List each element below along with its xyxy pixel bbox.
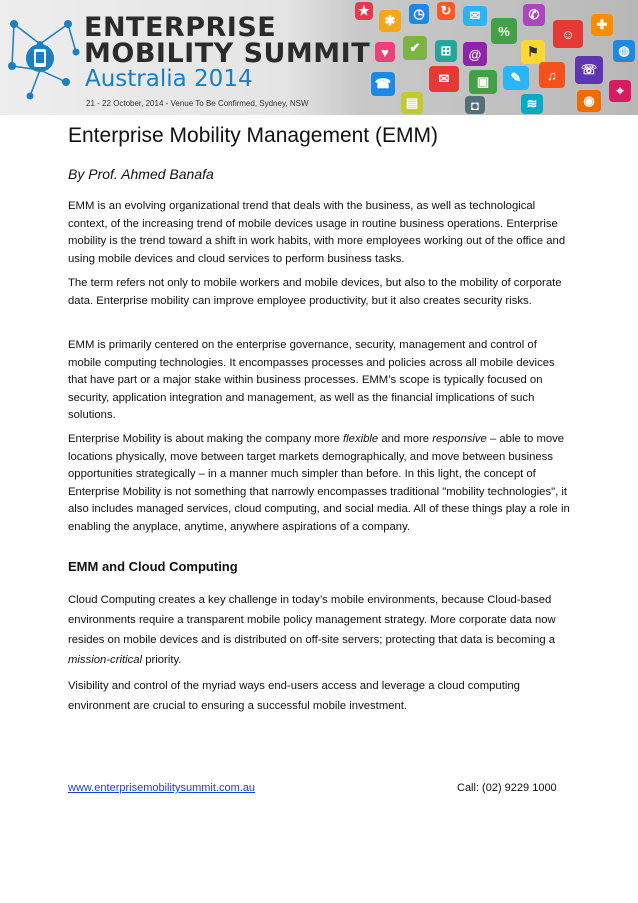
- network-graphic: [0, 0, 90, 115]
- photo-icon: ▣: [469, 70, 497, 94]
- header-banner: [0, 0, 638, 115]
- banner-subtitle: Australia 2014: [85, 66, 253, 92]
- p4-emphasis-responsive: responsive: [432, 433, 487, 445]
- p4-emphasis-flexible: flexible: [343, 433, 379, 445]
- paragraph-6: Visibility and control of the myriad ways end-users access and leverage a cloud computing environment are crucial to ensuring a successful mobile investment.: [68, 680, 520, 712]
- settings-icon: ✱: [379, 10, 401, 32]
- bubble-icon: ☏: [575, 56, 603, 84]
- cart-icon: ⊞: [435, 40, 457, 62]
- at-icon: @: [463, 42, 487, 66]
- chat-icon: ✆: [523, 4, 545, 26]
- flag-icon: ⚑: [521, 40, 545, 64]
- phone-tile-icon: ☎: [371, 72, 395, 96]
- paragraph-3: EMM is primarily centered on the enterprise governance, security, management and control of mobile computing technologies. It encompasses processes and policies across all mobile devices that have part or a major stake within business processes. EMM’s scope is typically focused on security, application integration and management, as well as the financial implications of such solutions.: [68, 339, 555, 422]
- clock-icon: ◷: [409, 4, 429, 24]
- p5-text-b: priority.: [142, 654, 182, 666]
- paragraph-4: [68, 431, 573, 537]
- check-icon: ✔: [403, 36, 427, 60]
- paragraph-5: [68, 590, 573, 670]
- gift-icon: ✚: [591, 14, 613, 36]
- message-icon: ✎: [503, 66, 529, 90]
- users-icon: ☺: [553, 20, 583, 48]
- camera-icon: ◉: [577, 90, 601, 112]
- star-icon: ★: [355, 2, 373, 20]
- music-icon: ♫: [539, 62, 565, 88]
- article-author: By Prof. Ahmed Banafa: [68, 166, 214, 182]
- wifi-icon: ≋: [521, 94, 543, 114]
- banner-date-line: 21 - 22 October, 2014 - Venue To Be Confirmed, Sydney, NSW: [86, 99, 309, 108]
- p4-text-a: Enterprise Mobility is about making the company more: [68, 433, 344, 445]
- banner-title-line1: ENTERPRISE: [84, 12, 277, 43]
- paragraph-1: EMM is an evolving organizational trend that deals with the business, as well as technological context, of the increasing trend of mobile devices usage in routine business operations. Enterprise mobility is the trend toward a shift in work habits, with more employees working out of the office and using mobile devices and cloud services to perform business tasks.: [68, 200, 566, 265]
- p4-text-c: – able to move locations physically, move between target markets demographically, and move between business opportunities strategically – in a manner much simpler than before. In this light, the concept of Enterprise Mobility is not something that narrowly encompasses traditional "mobility technologies", it also includes managed services, cloud computing, and social media. All of these things play a role in enabling the anyplace, anytime, anywhere aspirations of a company.: [68, 433, 570, 533]
- percent-icon: %: [491, 18, 517, 44]
- refresh-icon: ↻: [437, 2, 455, 20]
- footer-phone: Call: (02) 9229 1000: [457, 782, 557, 794]
- banner-title-line2: MOBILITY SUMMIT: [84, 38, 371, 69]
- heart-icon: ♥: [375, 42, 395, 62]
- article-title: Enterprise Mobility Management (EMM): [68, 124, 438, 147]
- p5-emphasis: mission-critical: [68, 654, 143, 666]
- website-link[interactable]: www.enterprisemobilitysummit.com.au: [68, 782, 256, 794]
- p5-text-a: Cloud Computing creates a key challenge in today’s mobile environments, because Cloud-based environments require a transparent mobile policy management strategy. More corporate data now resides on mobile devices and is distributed on off-site servers; protecting that data is becoming a: [68, 594, 556, 646]
- mail-open-icon: ✉: [429, 66, 459, 92]
- chart-icon: ▤: [401, 92, 423, 114]
- paragraph-2: The term refers not only to mobile workers and mobile devices, but also to the mobility of corporate data. Enterprise mobility can improve employee productivity, but it also creates security risks.: [68, 277, 562, 307]
- lock-icon: ◘: [465, 96, 485, 114]
- section-heading: EMM and Cloud Computing: [68, 559, 238, 574]
- app-icon-collage: [345, 0, 638, 115]
- pin-icon: ⌖: [609, 80, 631, 102]
- globe-icon: ◍: [613, 40, 635, 62]
- mail-icon: ✉: [463, 6, 487, 26]
- p4-text-b: and more: [378, 433, 433, 445]
